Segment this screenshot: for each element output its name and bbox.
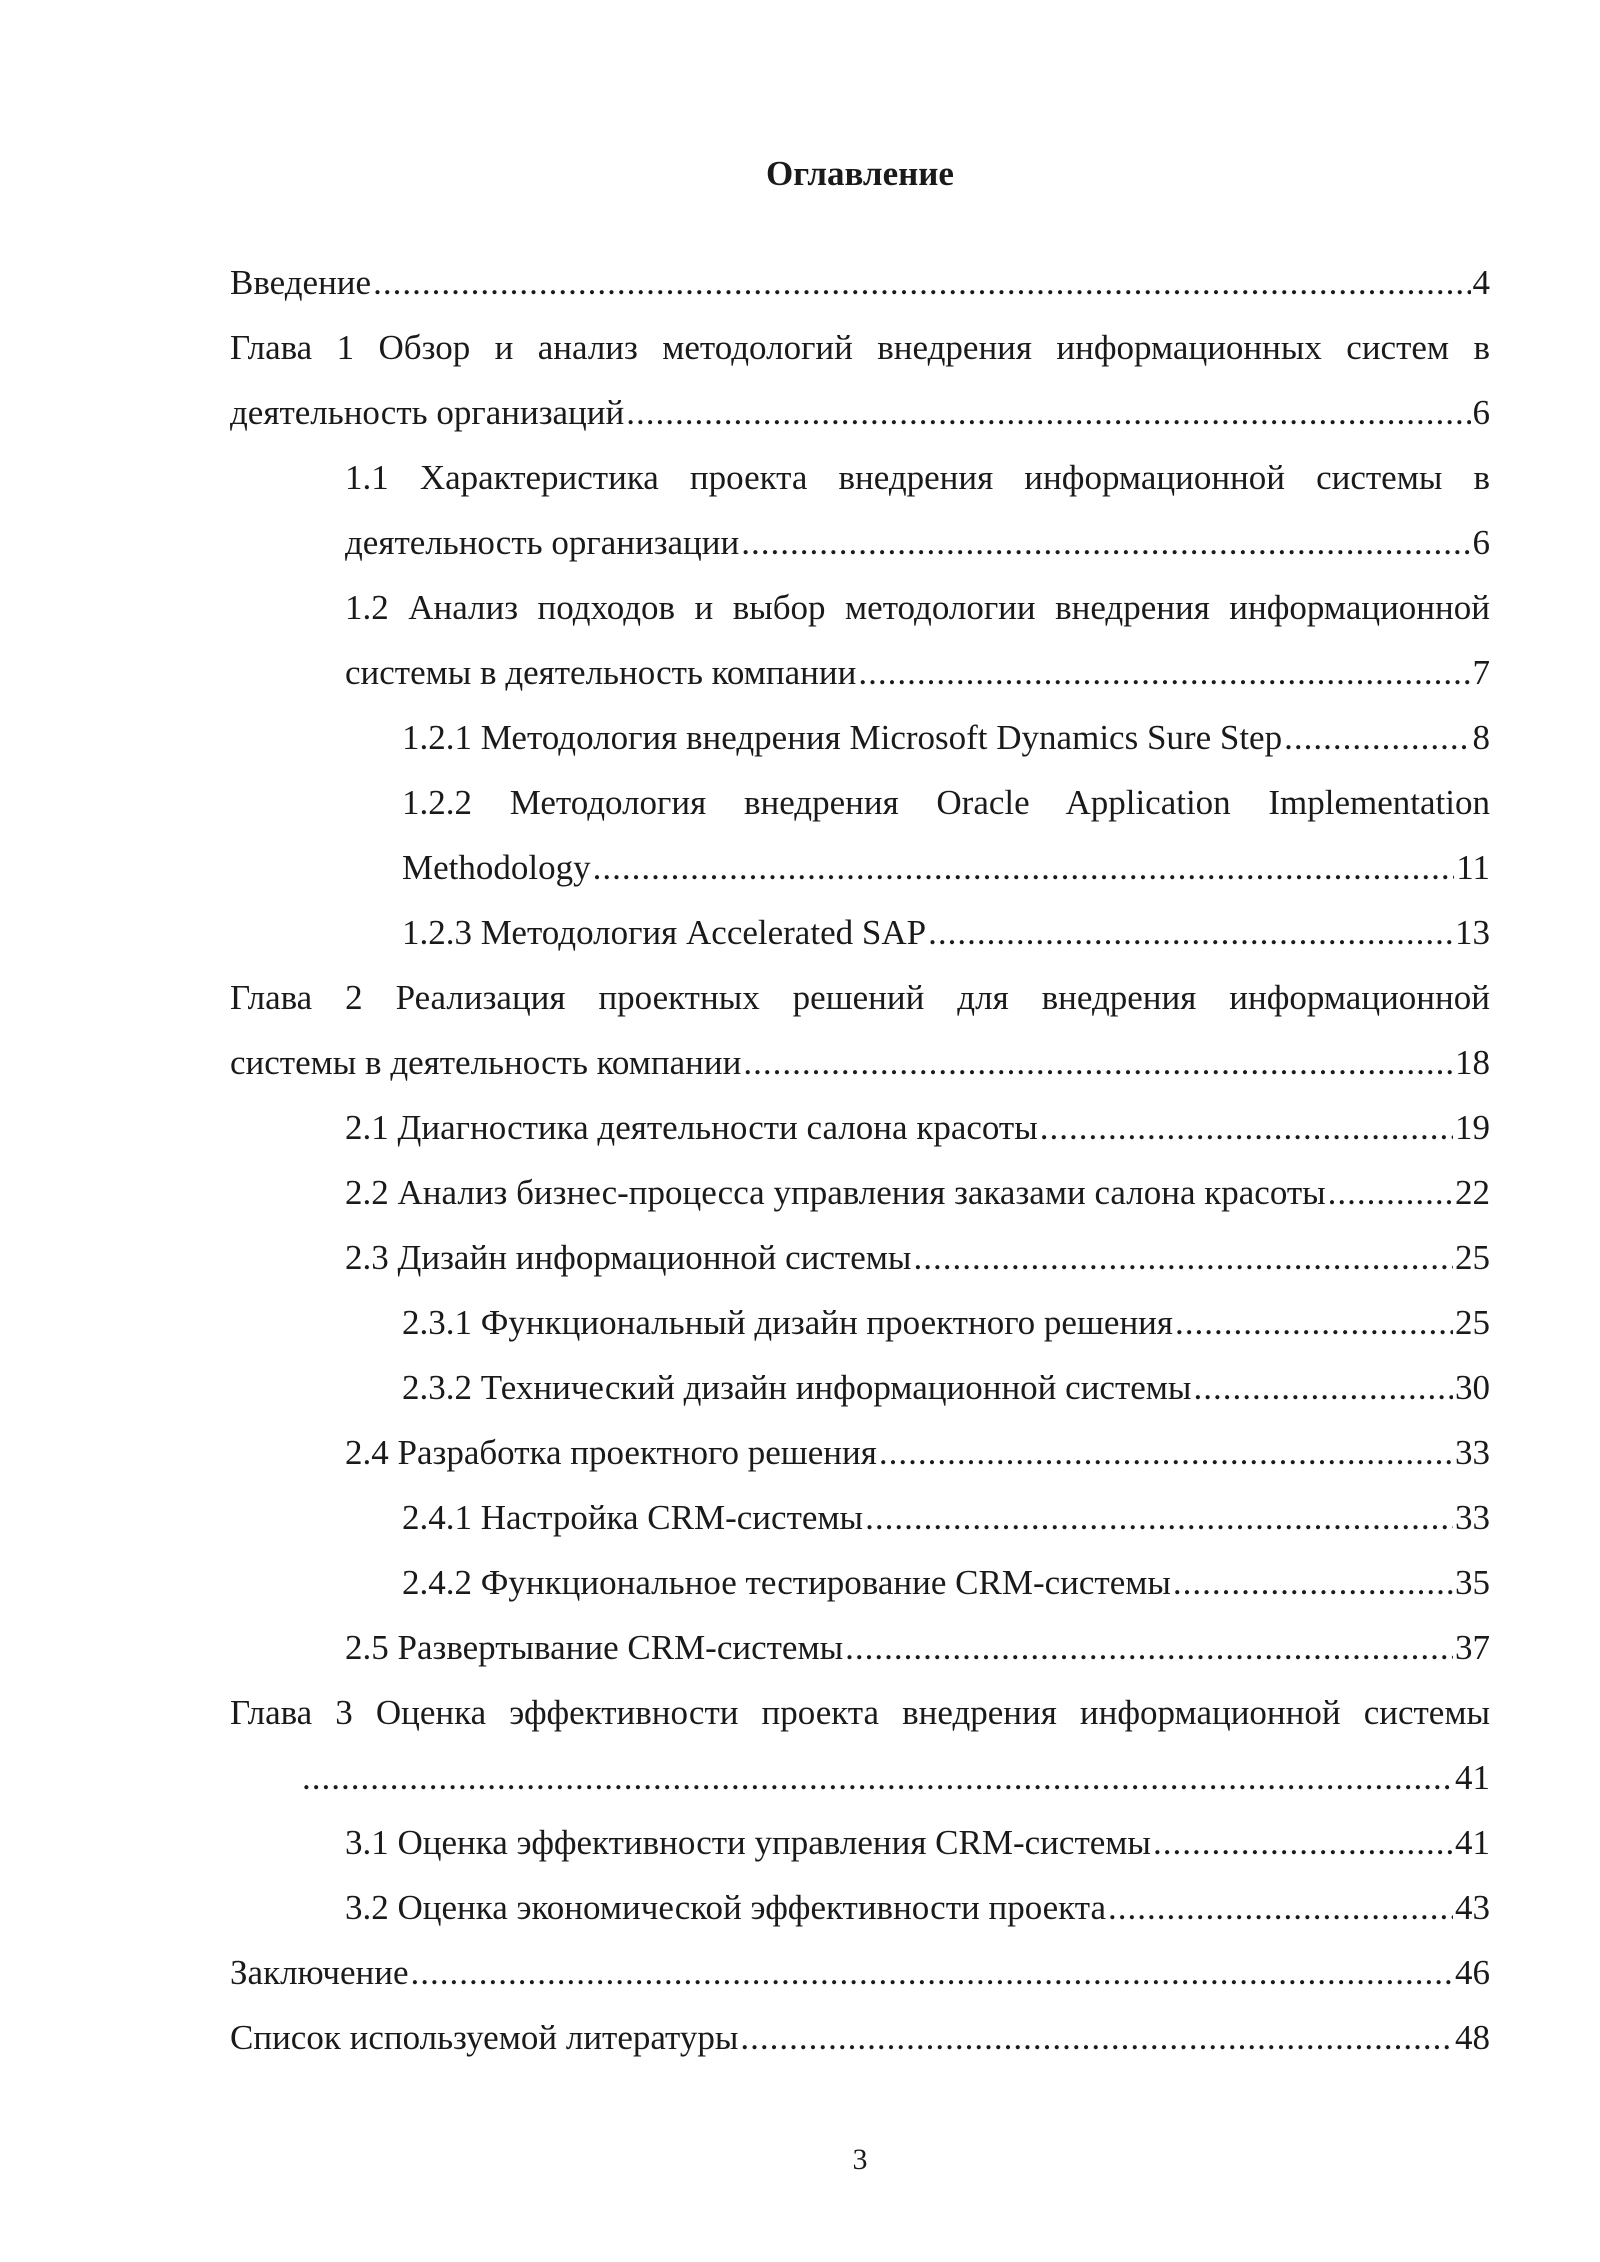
dot-leader: [1284, 705, 1470, 770]
toc-entry: [230, 1875, 1490, 1940]
toc-entry-page: 19: [1455, 1108, 1490, 1147]
dot-leader: [626, 380, 1470, 445]
toc-entry-page: 8: [1472, 718, 1490, 757]
toc-entry-page: 37: [1455, 1628, 1490, 1667]
toc-entry: [230, 1160, 1490, 1225]
toc-entry-title: системы в деятельность компании: [230, 1043, 742, 1082]
dot-leader: [1108, 1875, 1453, 1940]
toc-entry-title: 2.4 Разработка проектного решения: [345, 1433, 877, 1472]
toc-entry-line: [230, 1940, 1490, 2005]
dot-leader: [913, 1225, 1453, 1290]
toc-entry-page: 35: [1455, 1563, 1490, 1602]
toc-entry-line: 1.1 Характеристика проекта внедрения информационной системы в: [345, 458, 1490, 497]
dot-leader: [302, 1745, 1453, 1810]
page-number: 3: [852, 2143, 868, 2176]
toc-entry-page: 6: [1472, 393, 1490, 432]
toc-entry-title: 2.5 Развертывание CRM-системы: [345, 1628, 844, 1667]
toc-entry-page: 6: [1472, 523, 1490, 562]
toc-entry-page: 48: [1455, 2018, 1490, 2057]
toc-entry-line: [345, 1810, 1490, 1875]
toc-entry-title: 2.4.2 Функциональное тестирование CRM-системы: [402, 1563, 1171, 1602]
toc-entry: [230, 1940, 1490, 2005]
toc-entry-title: Methodology: [402, 848, 591, 887]
toc-entry-page: 30: [1455, 1368, 1490, 1407]
dot-leader: [845, 1615, 1453, 1680]
toc-entry-page: 41: [1455, 1823, 1490, 1862]
toc-entry-line: Глава 3 Оценка эффективности проекта внедрения информационной системы: [230, 1693, 1490, 1732]
toc-entry-page: 13: [1455, 913, 1490, 952]
dot-leader: [858, 640, 1470, 705]
dot-leader: [1040, 1095, 1453, 1160]
toc-entry-line: [345, 1225, 1490, 1290]
toc-entry-page: 18: [1455, 1043, 1490, 1082]
dot-leader: [373, 250, 1470, 315]
toc-entry-title: 2.3.2 Технический дизайн информационной системы: [402, 1368, 1192, 1407]
toc-entry-title: деятельность организации: [345, 523, 740, 562]
toc-entry-line: [402, 1485, 1490, 1550]
toc-entry-title: Список используемой литературы: [230, 2018, 739, 2057]
toc-entry-line: Глава 1 Обзор и анализ методологий внедрения информационных систем в: [230, 328, 1490, 367]
toc-entry-line: 1.2.2 Методология внедрения Oracle Application Implementation: [402, 783, 1490, 822]
toc-entry-page: 33: [1455, 1498, 1490, 1537]
toc-entry: [230, 1290, 1490, 1355]
toc-entry-title: системы в деятельность компании: [345, 653, 857, 692]
toc-entry-title: деятельность организаций: [230, 393, 625, 432]
toc-entry-line: [345, 1420, 1490, 1485]
page-title: Оглавление: [766, 154, 954, 193]
dot-leader: [743, 1030, 1453, 1095]
dot-leader: [593, 835, 1455, 900]
toc-entry-line: [345, 1160, 1490, 1225]
toc-entry-page: 33: [1455, 1433, 1490, 1472]
toc-entry-line: [345, 510, 1490, 575]
toc-entry: [230, 1615, 1490, 1680]
toc-entry-line: [230, 1745, 1490, 1810]
toc-entry-line: [402, 900, 1490, 965]
toc-entry-line: [345, 1875, 1490, 1940]
toc-entry-page: 7: [1472, 653, 1490, 692]
toc-entry: [230, 900, 1490, 965]
toc-entry-line: [345, 640, 1490, 705]
toc-entry: [230, 770, 1490, 900]
toc-entry: [230, 1485, 1490, 1550]
toc-entry: [230, 1420, 1490, 1485]
toc-entry: [230, 1095, 1490, 1160]
toc-entry-line: [402, 705, 1490, 770]
toc-entry-title: 1.2.1 Методология внедрения Microsoft Dynamics Sure Step: [402, 718, 1283, 757]
dot-leader: [741, 510, 1470, 575]
toc-entry-page: 4: [1472, 263, 1490, 302]
toc-entry: [230, 965, 1490, 1095]
toc-entry-page: 25: [1455, 1238, 1490, 1277]
dot-leader: [1175, 1290, 1453, 1355]
toc-entry-line: [345, 1615, 1490, 1680]
dot-leader: [1173, 1550, 1453, 1615]
dot-leader: [1153, 1810, 1453, 1875]
dot-leader: [1193, 1355, 1453, 1420]
toc-entry: [230, 315, 1490, 445]
toc-entry-page: 46: [1455, 1953, 1490, 1992]
toc-entry-page: 25: [1455, 1303, 1490, 1342]
dot-leader: [865, 1485, 1453, 1550]
toc-entry: [230, 1225, 1490, 1290]
toc-entry-title: 2.3 Дизайн информационной системы: [345, 1238, 912, 1277]
toc-entry: [230, 575, 1490, 705]
toc-entry-page: 22: [1455, 1173, 1490, 1212]
toc-entry: [230, 705, 1490, 770]
toc-entry-title: 2.3.1 Функциональный дизайн проектного решения: [402, 1303, 1174, 1342]
toc-entry-title: Введение: [230, 263, 372, 302]
toc-entry-page: 43: [1455, 1888, 1490, 1927]
toc-entry-page: 11: [1456, 848, 1490, 887]
toc-entry: [230, 2005, 1490, 2070]
toc-entry: [230, 1680, 1490, 1810]
toc-entry-title: 2.2 Анализ бизнес-процесса управления заказами салона красоты: [345, 1173, 1326, 1212]
toc-entry: [230, 250, 1490, 315]
toc-entry-line: [230, 380, 1490, 445]
toc-entry-line: 1.2 Анализ подходов и выбор методологии внедрения информационной: [345, 588, 1490, 627]
toc-entry-title: 3.1 Оценка эффективности управления CRM-системы: [345, 1823, 1151, 1862]
toc-entry-line: [230, 2005, 1490, 2070]
toc-entry-line: [230, 250, 1490, 315]
toc-entry-line: [402, 1355, 1490, 1420]
toc-entry-line: Глава 2 Реализация проектных решений для внедрения информационной: [230, 978, 1490, 1017]
toc-entry-line: [402, 835, 1490, 900]
toc-entry-line: [230, 1030, 1490, 1095]
toc-entry-title: 3.2 Оценка экономической эффективности проекта: [345, 1888, 1106, 1927]
dot-leader: [928, 900, 1453, 965]
toc-entry-title: 2.1 Диагностика деятельности салона красоты: [345, 1108, 1038, 1147]
table-of-contents: [230, 250, 1490, 2070]
toc-entry-line: [402, 1550, 1490, 1615]
toc-entry-line: [345, 1095, 1490, 1160]
toc-entry-title: Заключение: [230, 1953, 409, 1992]
dot-leader: [740, 2005, 1453, 2070]
toc-entry: [230, 1550, 1490, 1615]
toc-entry: [230, 1355, 1490, 1420]
toc-entry-title: 2.4.1 Настройка CRM-системы: [402, 1498, 864, 1537]
toc-entry-page: 41: [1455, 1758, 1490, 1797]
dot-leader: [879, 1420, 1453, 1485]
dot-leader: [411, 1940, 1454, 2005]
toc-entry: [230, 1810, 1490, 1875]
dot-leader: [1328, 1160, 1453, 1225]
toc-entry-line: [402, 1290, 1490, 1355]
toc-entry-title: 1.2.3 Методология Accelerated SAP: [402, 913, 927, 952]
toc-entry: [230, 445, 1490, 575]
